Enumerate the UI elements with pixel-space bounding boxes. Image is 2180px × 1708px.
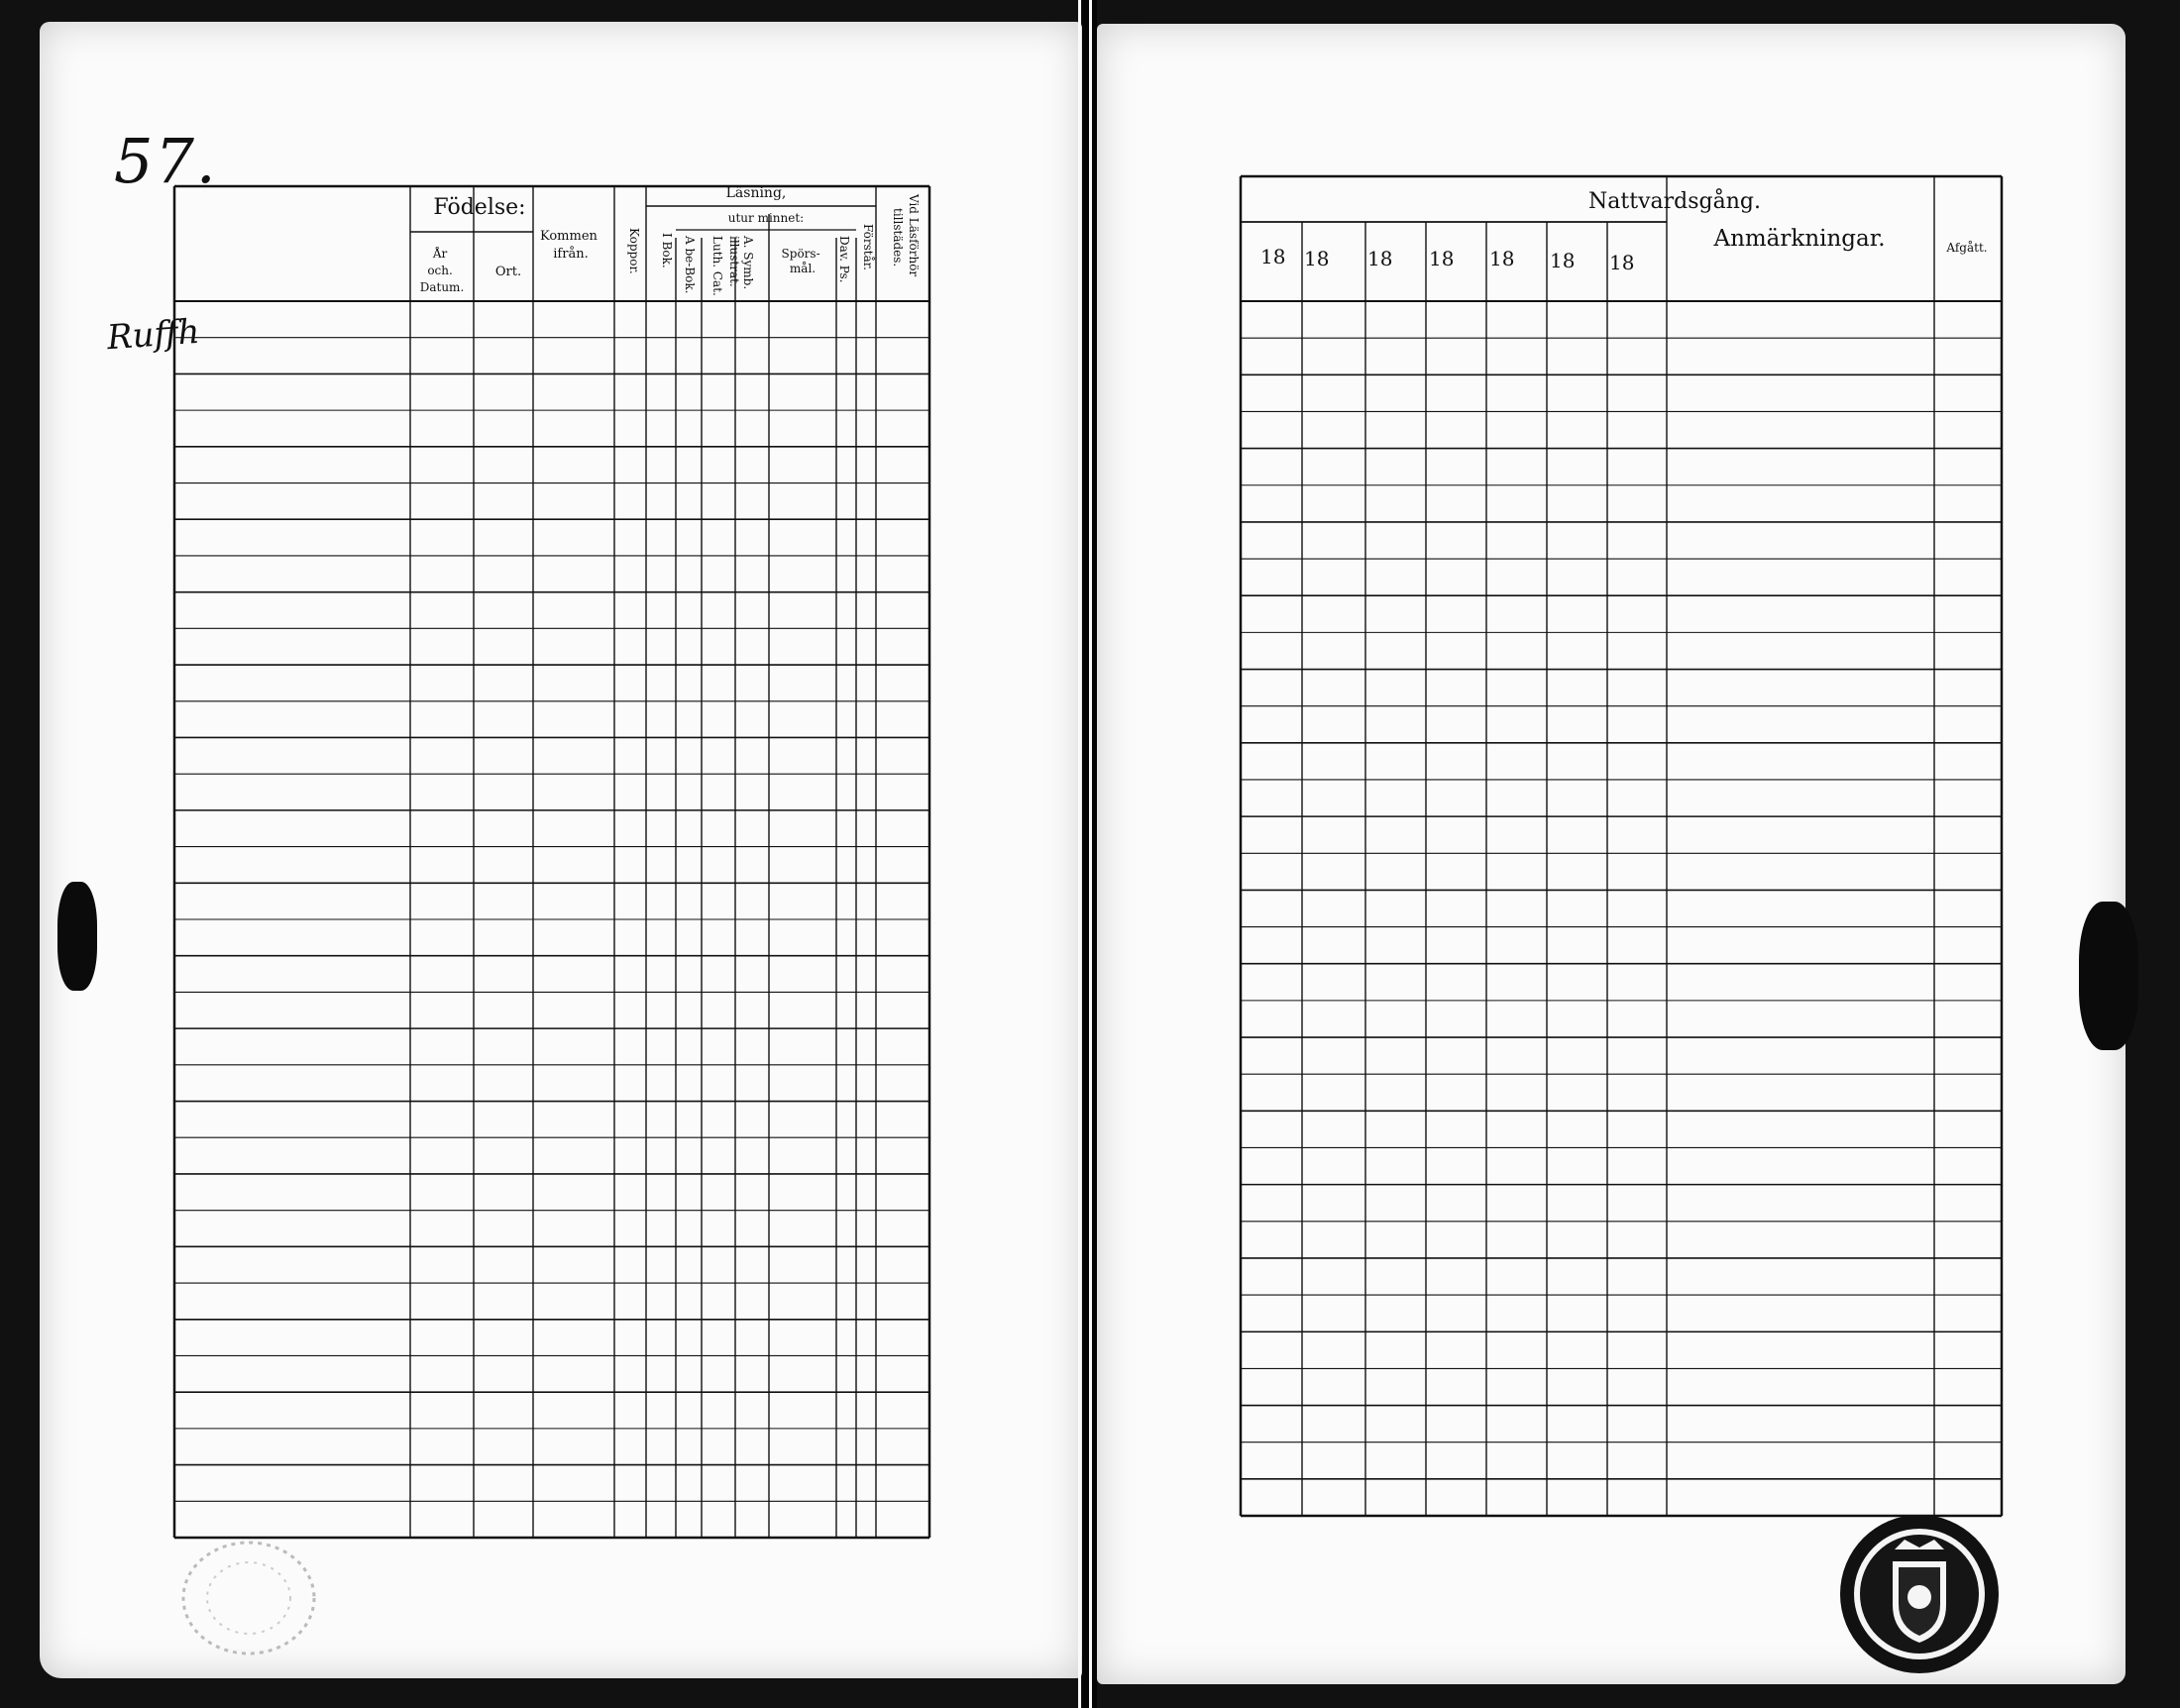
anmarkningar-header: Anmärkningar. [1713, 226, 1886, 252]
gutter-edge-left [1078, 0, 1081, 1708]
illustrat-label: illustrat. [727, 236, 741, 287]
afgatt-header: Afgått. [1946, 241, 1988, 255]
left-table-grid [174, 186, 929, 1538]
i-bok-header: I Bok. [660, 233, 674, 268]
a-symb-label: A. Symb. [741, 236, 755, 290]
luth-cat-header: Luth. Cat. [710, 236, 724, 296]
archive-seal [1835, 1510, 2004, 1678]
kommen-ifran-header [540, 229, 601, 262]
handwritten-margin-note: Ruffh [105, 311, 201, 359]
ort-header: Ort. [494, 265, 522, 279]
nattvardsgang-header: Nattvardsgång. [1588, 189, 1761, 214]
year-header-7: 18 [1609, 251, 1635, 274]
utur-minnet-header: utur minnet: [727, 211, 805, 225]
year-header-3: 18 [1367, 247, 1393, 270]
year-header-4: 18 [1429, 247, 1455, 270]
page-number: 57. [114, 125, 218, 197]
fodelse-header: Födelse: [433, 195, 526, 220]
ar-label: År [432, 247, 448, 261]
mal-label: mål. [789, 262, 817, 275]
ar-och-datum-header [420, 246, 465, 294]
a-symb-header [727, 235, 755, 289]
gutter-edge-right [1089, 0, 1092, 1708]
koppor-header: Koppor. [627, 228, 641, 274]
sporsmal-header [782, 247, 824, 275]
datum-label: Datum. [419, 280, 465, 294]
year-header-5: 18 [1489, 247, 1515, 270]
forstar-header: Förstår. [861, 224, 875, 270]
year-header-2: 18 [1304, 247, 1330, 270]
left-table-headers [420, 185, 921, 296]
och-label: och. [427, 264, 453, 277]
year-header-1: 18 [1260, 245, 1286, 268]
right-table-headers [1260, 187, 1988, 274]
left-register-table [159, 178, 951, 1546]
spors-label: Spörs- [781, 247, 820, 261]
right-table-grid [1241, 176, 2002, 1516]
dav-ps-header: Dav. Ps. [837, 236, 851, 283]
lasning-header: Läsning, [725, 185, 787, 201]
kommen-label: Kommen [539, 229, 598, 244]
year-header-6: 18 [1550, 249, 1576, 272]
faded-stamp [174, 1534, 323, 1662]
tillstades-label: tillstädes. [891, 208, 905, 267]
vid-lasforhor-label: Vid Läsförhör [907, 194, 921, 277]
ifran-label: ifrån. [553, 247, 589, 262]
a-be-bok-header: A be-Bok. [683, 236, 697, 294]
binding-clip-right [2079, 902, 2138, 1050]
vid-lasforhor-header [891, 193, 921, 276]
binding-clip-left [57, 882, 97, 991]
right-register-table [1239, 176, 2012, 1524]
